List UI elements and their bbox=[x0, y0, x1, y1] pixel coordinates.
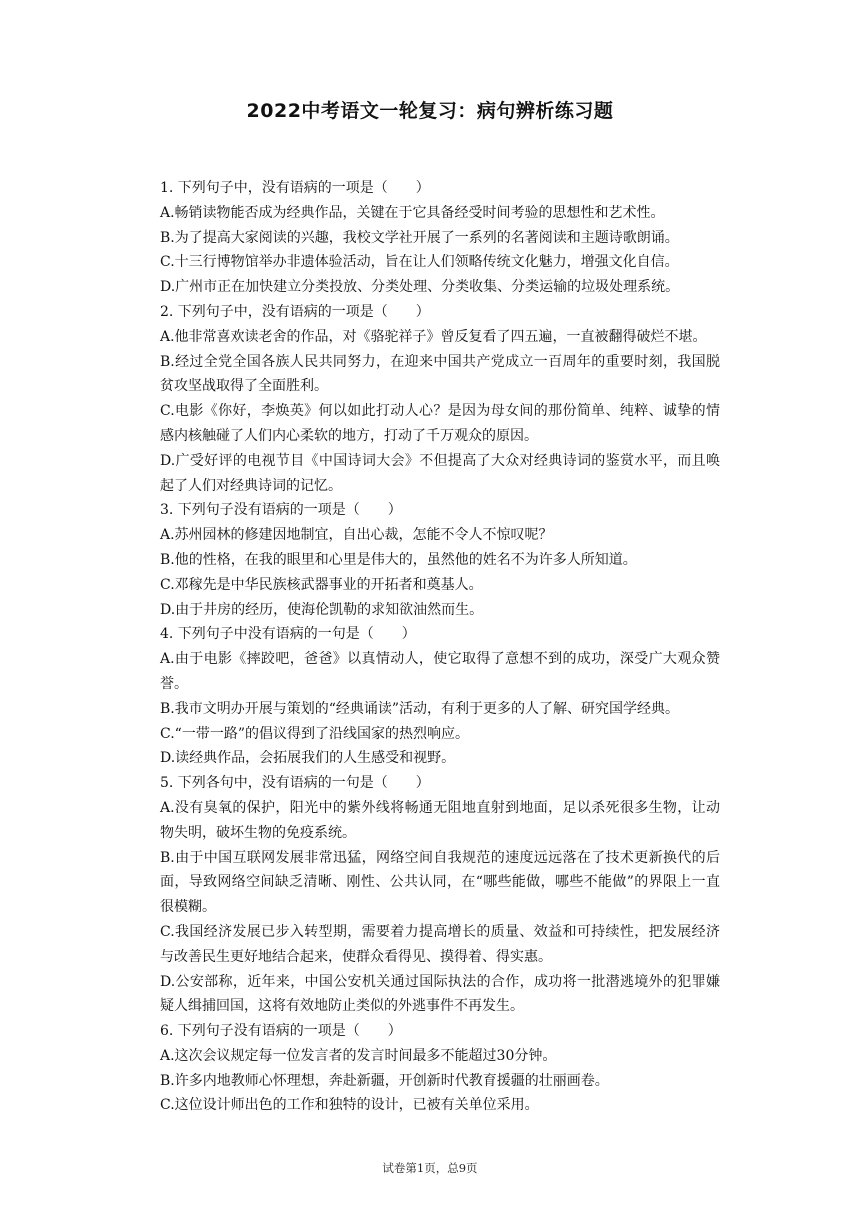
document-title: 2022中考语文一轮复习：病句辨析练习题 bbox=[246, 100, 614, 122]
option-c: C.我国经济发展已步入转型期，需要着力提高增长的质量、效益和可持续性，把发展经济与改善民生更好地结合起来，使群众看得见、摸得着、得实惠。 bbox=[160, 923, 720, 965]
question-stem: 2. 下列句子中，没有语病的一项是（ ） bbox=[160, 303, 430, 320]
option-b: B.他的性格，在我的眼里和心里是伟大的，虽然他的姓名不为许多人所知道。 bbox=[160, 551, 637, 568]
question-stem: 3. 下列句子没有语病的一项是（ ） bbox=[160, 502, 402, 519]
option-c: C.十三行博物馆举办非遗体验活动，旨在让人们领略传统文化魅力，增强文化自信。 bbox=[160, 254, 679, 271]
document-body bbox=[160, 176, 720, 1118]
option-a: A.苏州园林的修建因地制宜，自出心裁，怎能不令人不惊叹呢？ bbox=[160, 527, 553, 544]
question-stem: 1. 下列句子中，没有语病的一项是（ ） bbox=[160, 180, 430, 196]
option-c: C.“一带一路”的倡议得到了沿线国家的热烈响应。 bbox=[160, 725, 469, 742]
option-a: A.畅销读物能否成为经典作品，关键在于它具备经受时间考验的思想性和艺术性。 bbox=[160, 204, 665, 221]
option-d: D.由于井房的经历，使海伦凯勒的求知欲油然而生。 bbox=[160, 601, 484, 618]
page-footer: 试卷第1页，总9页 bbox=[382, 1161, 478, 1175]
question-stem: 5. 下列各句中，没有语病的一句是（ ） bbox=[160, 775, 430, 792]
option-b: B.许多内地教师心怀理想，奔赴新疆，开创新时代教育援疆的壮丽画卷。 bbox=[160, 1072, 609, 1089]
option-c: C.电影《你好，李焕英》何以如此打动人心？是因为母女间的那份简单、纯粹、诚挚的情感内核触碰了人们内心柔软的地方，打动了千万观众的原因。 bbox=[160, 403, 720, 444]
question-stem: 6. 下列句子没有语病的一项是（ ） bbox=[160, 1023, 402, 1040]
option-d: D.广州市正在加快建立分类投放、分类处理、分类收集、分类运输的垃圾处理系统。 bbox=[160, 279, 680, 296]
option-a: A.这次会议规定每一位发言者的发言时间最多不能超过30分钟。 bbox=[160, 1047, 557, 1064]
option-d: D.广受好评的电视节目《中国诗词大会》不但提高了大众对经典诗词的鉴赏水平，而且唤起了人们对经典诗词的记忆。 bbox=[160, 452, 720, 494]
option-b: B.我市文明办开展与策划的“经典诵读”活动，有利于更多的人了解、研究国学经典。 bbox=[160, 700, 680, 717]
question-stem: 4. 下列句子中没有语病的一句是（ ） bbox=[160, 626, 416, 643]
option-a: A.由于电影《摔跤吧，爸爸》以真情动人，使它取得了意想不到的成功，深受广大观众赞誉。 bbox=[160, 651, 720, 692]
option-b: B.为了提高大家阅读的兴趣，我校文学社开展了一系列的名著阅读和主题诗歌朗诵。 bbox=[160, 229, 679, 246]
option-a: A.他非常喜欢读老舍的作品，对《骆驼祥子》曾反复看了四五遍，一直被翻得破烂不堪。 bbox=[160, 328, 707, 345]
option-a: A.没有臭氧的保护，阳光中的紫外线将畅通无阻地直射到地面，足以杀死很多生物，让动物失明，破坏生物的免疫系统。 bbox=[160, 799, 720, 841]
option-c: C.邓稼先是中华民族核武器事业的开拓者和奠基人。 bbox=[160, 576, 483, 593]
option-d: D.公安部称，近年来，中国公安机关通过国际执法的合作，成功将一批潜逃境外的犯罪嫌疑人缉捕回国，这将有效地防止类似的外逃事件不再发生。 bbox=[160, 973, 720, 1015]
option-b: B.经过全党全国各族人民共同努力，在迎来中国共产党成立一百周年的重要时刻，我国脱贫攻坚战取得了全面胜利。 bbox=[160, 353, 720, 395]
option-d: D.读经典作品，会拓展我们的人生感受和视野。 bbox=[160, 750, 456, 767]
option-b: B.由于中国互联网发展非常迅猛，网络空间自我规范的速度远远落在了技术更新换代的后面，导致网络空间缺乏清晰、刚性、公共认同，在“哪些能做，哪些不能做”的界限上一直很模糊。 bbox=[160, 849, 720, 916]
option-c: C.这位设计师出色的工作和独特的设计，已被有关单位采用。 bbox=[160, 1097, 539, 1114]
